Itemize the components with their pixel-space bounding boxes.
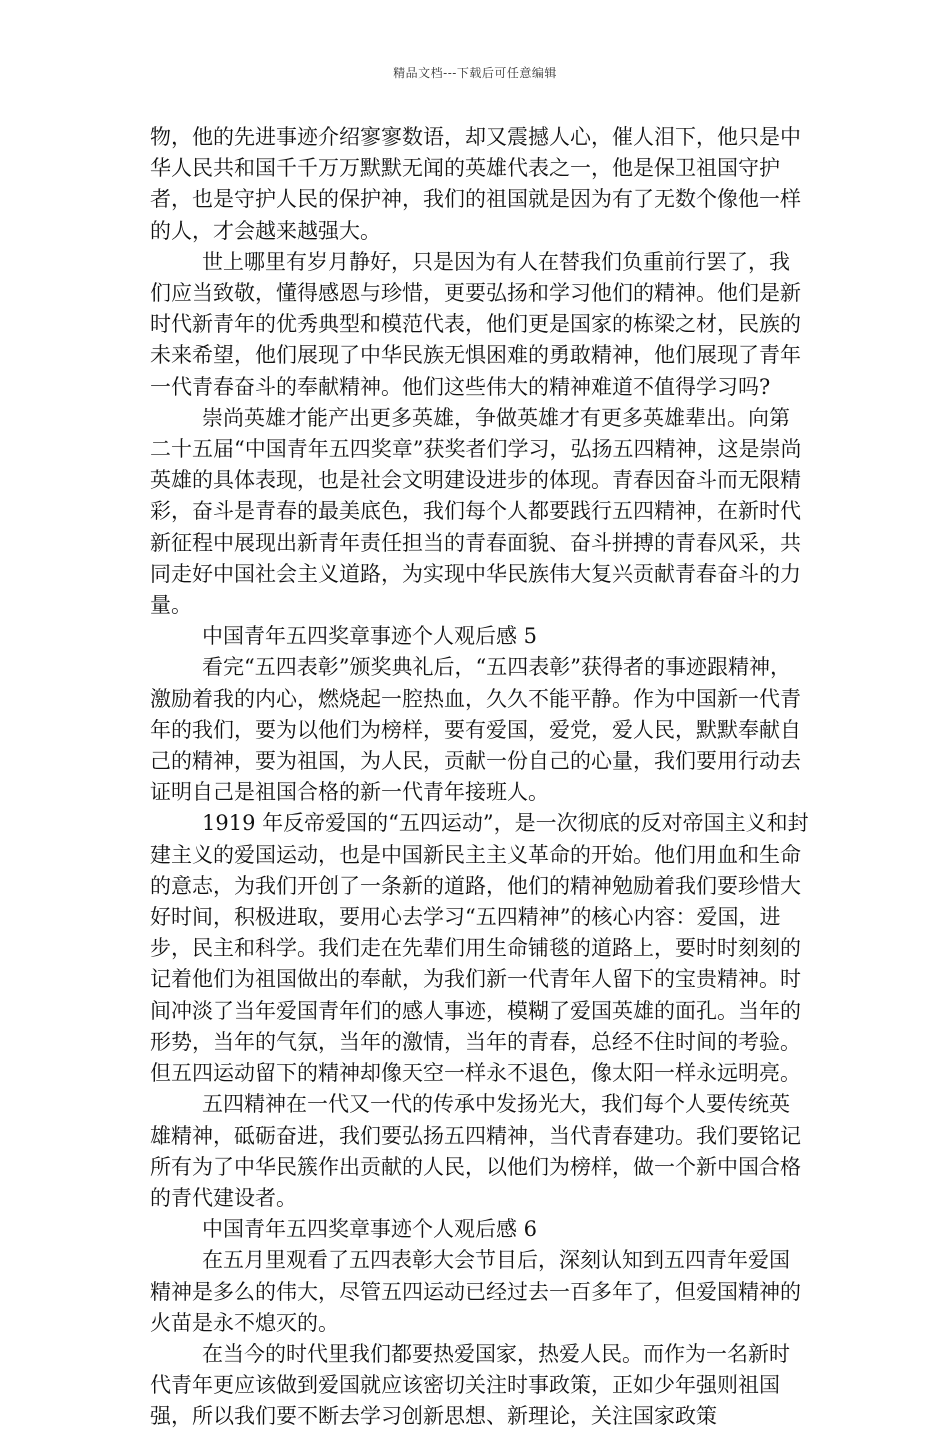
section-heading: 中国青年五四奖章事迹个人观后感 5: [202, 624, 538, 649]
section-heading: 中国青年五四奖章事迹个人观后感 6: [202, 1217, 538, 1242]
paragraph: 在当今的时代里我们都要热爱国家，热爱人民。而作为一名新时代青年更应该做到爱国就应该密切关注时事政策，正如少年强则祖国强，所以我们要不断去学习创新思想、新理论，关注国家政策: [150, 1341, 790, 1429]
paragraph: 在五月里观看了五四表彰大会节目后，深刻认知到五四青年爱国精神是多么的伟大，尽管五四运动已经过去一百多年了，但爱国精神的火苗是永不熄灭的。: [150, 1248, 801, 1335]
paragraph: 世上哪里有岁月静好，只是因为有人在替我们负重前行罢了，我们应当致敬，懂得感恩与珍惜，更要弘扬和学习他们的精神。他们是新时代新青年的优秀典型和模范代表，他们更是国家的栋梁之材，民族的未来希望，他们展现了中华民族无惧困难的勇敢精神，他们展现了青年一代青春奋斗的奉献精神。他们这些伟大的精神难道不值得学习吗?: [150, 249, 801, 399]
paragraph: 1919 年反帝爱国的“五四运动”，是一次彻底的反对帝国主义和封建主义的爱国运动，也是中国新民主主义革命的开始。他们用血和生命的意志，为我们开创了一条新的道路，他们的精神勉励着我们要珍惜大好时间，积极进取，要用心去学习“五四精神”的核心内容：爱国，进步，民主和科学。我们走在先辈们用生命铺毯的道路上，要时时刻刻的记着他们为祖国做出的奉献，为我们新一代青年人留下的宝贵精神。时间冲淡了当年爱国青年们的感人事迹，模糊了爱国英雄的面孔。当年的形势，当年的气氛，当年的激情，当年的青春，总经不住时间的考验。但五四运动留下的精神却像天空一样永不退色，像太阳一样永远明亮。: [150, 811, 809, 1086]
page-header: 精品文档---下载后可任意编辑: [393, 66, 557, 80]
document-body: [150, 122, 810, 1433]
paragraph: 五四精神在一代又一代的传承中发扬光大，我们每个人要传统英雄精神，砥砺奋进，我们要弘扬五四精神，当代青春建功。我们要铭记所有为了中华民簇作出贡献的人民，以他们为榜样，做一个新中国合格的青代建设者。: [150, 1092, 801, 1210]
paragraph-continuation: 物，他的先进事迹介绍寥寥数语，却又震撼人心，催人泪下，他只是中华人民共和国千千万万默默无闻的英雄代表之一，他是保卫祖国守护者，也是守护人民的保护神，我们的祖国就是因为有了无数个像他一样的人，才会越来越强大。: [150, 125, 801, 243]
paragraph: 看完“五四表彰”颁奖典礼后，“五四表彰”获得者的事迹跟精神，激励着我的内心，燃烧起一腔热血，久久不能平静。作为中国新一代青年的我们，要为以他们为榜样，要有爱国，爱党，爱人民，默默奉献自己的精神，要为祖国，为人民，贡献一份自己的心量，我们要用行动去证明自己是祖国合格的新一代青年接班人。: [150, 655, 801, 805]
paragraph: 崇尚英雄才能产出更多英雄，争做英雄才有更多英雄辈出。向第二十五届“中国青年五四奖章”获奖者们学习，弘扬五四精神，这是崇尚英雄的具体表现，也是社会文明建设进步的体现。青春因奋斗而无限精彩，奋斗是青春的最美底色，我们每个人都要践行五四精神，在新时代新征程中展现出新青年责任担当的青春面貌、奋斗拼搏的青春风采，共同走好中国社会主义道路，为实现中华民族伟大复兴贡献青春奋斗的力量。: [150, 405, 802, 618]
